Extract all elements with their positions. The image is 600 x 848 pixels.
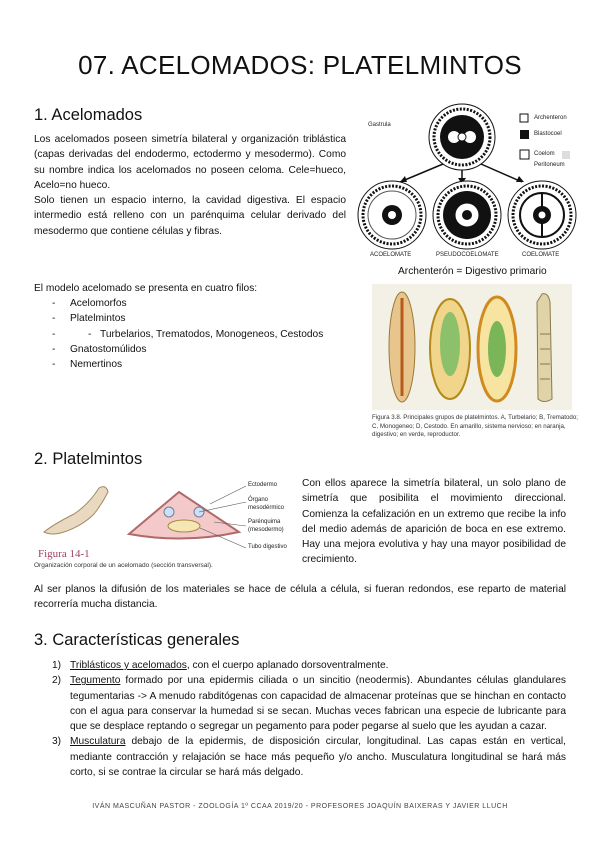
filo-item: - Gnatostomúlidos: [34, 342, 354, 357]
item-text: formado por una epidermis ciliada o un sincitio (neodermis). Abundantes células glandulares tegumentarias -> A menudo rabditógenas con capacidad de almacenar proteínas que se hinchan en contacto con el agua para conservar la humedad si se secan. Muchas veces fabrican una especie de lubricante para que se desplace reptando o segregar un pegamento para poder pegarse al suelo que les ayudan a cazar.: [70, 675, 566, 733]
item-text: debajo de la epidermis, de disposición circular, longitudinal. Las capas están en vertical, mediante contracción y relajación se hace más pequeño y/o ancho. Musculatura longitudinal se hará más corto, si se contrae la circular se hará más delgado.: [70, 736, 566, 779]
platelmintos-groups-figure: [372, 284, 572, 410]
section-heading-acelomados: 1. Acelomados: [34, 106, 143, 124]
figure-14-1-title: Figura 14-1: [38, 548, 90, 560]
model-intro: El modelo acelomado se presenta en cuatro filos:: [34, 283, 258, 294]
gastrula-figure: [429, 104, 495, 170]
page-title: 07. ACELOMADOS: PLATELMINTOS: [78, 50, 522, 80]
legend-peritoneum: Peritoneum: [534, 162, 565, 168]
caracteristicas-list: [34, 658, 566, 780]
figure-14-1-caption: Organización corporal de un acelomado (sección transversal).: [34, 562, 213, 569]
filos-list: [34, 296, 354, 372]
legend-archenteron: Archenteron: [534, 115, 567, 121]
acelomados-para-2: Solo tienen un espacio interno, la cavidad digestiva. El espacio intermedio está relleno con un parénquima celular derivado del mesodermo que contiene células y fibras.: [34, 195, 346, 237]
item-term: Tegumento: [70, 675, 121, 687]
gastrula-label: Gastrula: [368, 122, 391, 128]
platelmintos-classes: - - Turbelarios, Trematodos, Monogeneos, Cestodos: [34, 327, 354, 342]
item-term: Musculatura: [70, 736, 126, 748]
legend-coelom: Coelom: [534, 151, 555, 157]
coelomate-label: COELOMATE: [522, 252, 560, 258]
page-footer: IVÁN MASCUÑAN PASTOR - ZOOLOGÍA 1º CCAA 2019/20 - PROFESORES JOAQUÍN BAIXERAS Y JAVIER LLUCH: [92, 803, 508, 810]
label-parenquima: Parénquima (mesodermo): [248, 519, 284, 533]
item-text: , con el cuerpo aplanado dorsoventralmente.: [186, 660, 389, 671]
label-ectodermo: Ectodermo: [248, 482, 278, 488]
acoelomate-figure: [358, 181, 426, 249]
platelmintos-groups-caption: Figura 3.8. Principales grupos de platelmintos. A, Turbelario; B, Trematodo; C, Monogeneo; D, Cestodo. En amarillo, sistema nervioso; en naranja, digestivo; en verde, reproductor.: [372, 414, 579, 438]
filo-item: - Platelmintos: [34, 311, 354, 326]
coelom-diagram: [350, 100, 590, 260]
pseudocoelomate-label: PSEUDOCOELOMATE: [436, 252, 499, 258]
acelomado-section-figure: [34, 474, 300, 574]
archenteron-note: Archenterón = Digestivo primario: [398, 266, 547, 277]
caracteristica-item: 1) Triblásticos y acelomados, con el cuerpo aplanado dorsoventralmente.: [52, 660, 389, 671]
platelmintos-text-2: Al ser planos la difusión de los materiales se hace de célula a célula, si fueran redondos, ese reparto de material recorrería mucha distancia.: [34, 584, 566, 611]
platelmintos-sublist: [34, 327, 354, 342]
legend-blastocoel: Blastocoel: [534, 131, 562, 137]
item-term: Triblásticos y acelomados: [70, 660, 187, 671]
filo-item: - Acelomorfos: [34, 296, 354, 311]
platelmintos-text-1: Con ellos aparece la simetría bilateral, un solo plano de simetría que posibilita el movimiento direccional. Comienza la cefalización en un extremo que recibe la info del medio además de aparición de boca en ese extremo. Hay una mejora evolutiva y hay una mayor posibilidad de crecimiento.: [302, 478, 566, 566]
platelmintos-groups-svg: [372, 284, 572, 410]
section-heading-caracteristicas: 3. Características generales: [34, 631, 240, 649]
label-organo-mesodermico: Órgano mesodérmico: [248, 497, 285, 511]
label-tubo-digestivo: Tubo digestivo: [248, 544, 287, 550]
coelomate-figure: [508, 181, 576, 249]
caracteristica-item: 2) Tegumento formado por una epidermis ciliada o un sincitio (neodermis). Abundantes células glandulares tegumentarias -> A menudo rabditógenas con capacidad de almacenar proteínas que se hinchan en contacto con el agua para conservar la humedad si se secan. Muchas veces fabrican una especie de lubricante para que se desplace reptando o segregar un pegamento para poder pegarse al suelo que les ayudan a cazar.: [52, 675, 566, 733]
caracteristica-item: 3) Musculatura debajo de la epidermis, de disposición circular, longitudinal. Las capas están en vertical, mediante contracción y relajación se hace más pequeño y/o ancho. Musculatura longitudinal se hará más corto, si se contrae la circular se hará más delgado.: [52, 736, 566, 779]
section-heading-platelmintos: 2. Platelmintos: [34, 450, 143, 468]
acelomados-para-1: Los acelomados poseen simetría bilateral y organización triblástica (capas derivadas del endodermo, ectodermo y mesodermo). Como su nombre indica los acelomados no poseen celoma. Cele=hueco, Acelo=no hueco.: [34, 134, 346, 191]
pseudocoelomate-figure: [433, 181, 501, 249]
acelomados-text: [34, 132, 346, 239]
filo-item: - Nemertinos: [34, 357, 354, 372]
acoelomate-label: ACOELOMATE: [370, 252, 412, 258]
